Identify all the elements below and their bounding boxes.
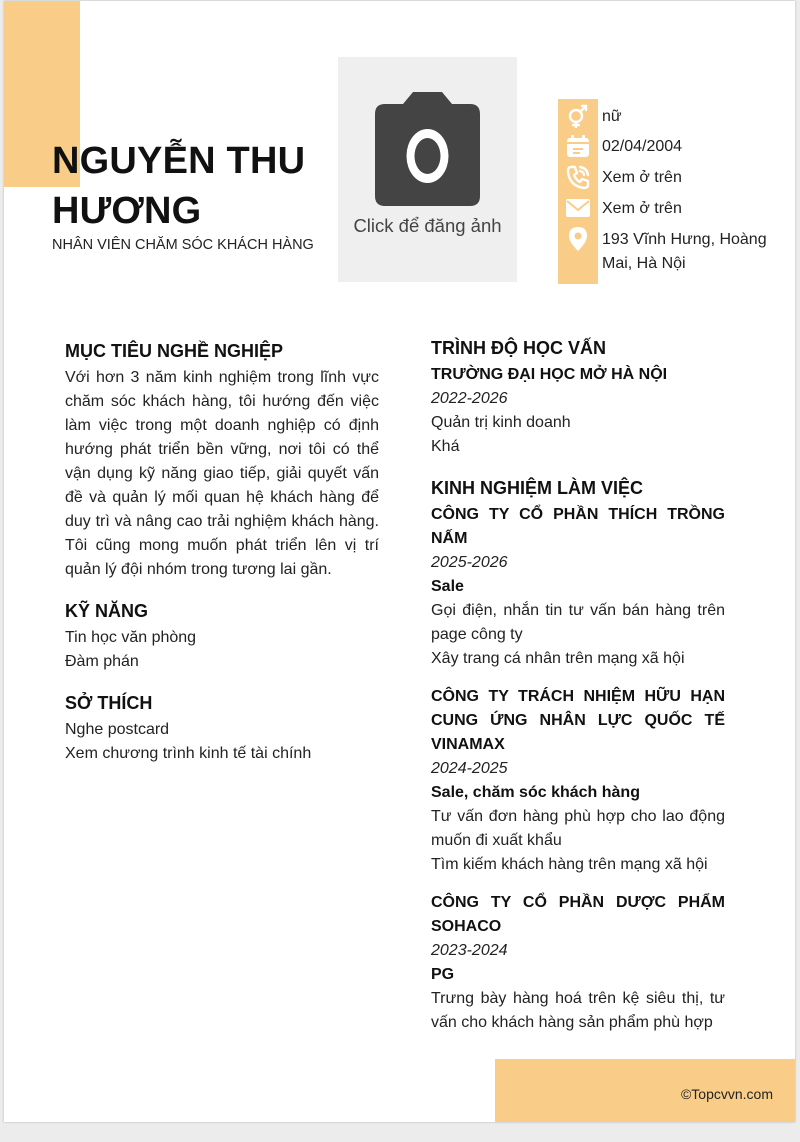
- experience-duty: Tìm kiếm khách hàng trên mạng xã hội: [431, 856, 708, 873]
- contact-gender: nữ: [602, 108, 622, 125]
- candidate-job-title: NHÂN VIÊN CHĂM SÓC KHÁCH HÀNG: [52, 237, 314, 253]
- camera-icon: [373, 90, 482, 208]
- photo-upload[interactable]: [338, 57, 517, 282]
- experience-company: CÔNG TY CỔ PHẦN THÍCH TRỒNG NẤM: [431, 506, 725, 547]
- contact-email: Xem ở trên: [602, 200, 682, 217]
- experience-period: 2023-2024: [431, 942, 508, 959]
- contact-birthday: 02/04/2004: [602, 138, 683, 155]
- hobbies-title: SỞ THÍCH: [65, 693, 153, 713]
- objective-text: Với hơn 3 năm kinh nghiệm trong lĩnh vực chăm sóc khách hàng, tôi hướng đến việc làm việc trong một doanh nghiệp có định hướng phát triển bền vững, nơi tôi có thể vận dụng kỹ năng giao tiếp, giải quyết vấn đề và quản lý mối quan hệ khách hàng để duy trì và nâng cao trải nghiệm khách hàng. Tôi cũng mong muốn phát triển lên vị trí quản lý đội nhóm trong tương lai gần.: [65, 369, 379, 578]
- cv-page: [4, 1, 795, 1122]
- contact-address: 193 Vĩnh Hưng, Hoàng Mai, Hà Nội: [602, 231, 767, 272]
- experience-duty: Xây trang cá nhân trên mạng xã hội: [431, 650, 685, 667]
- experience-duty: Tư vấn đơn hàng phù hợp cho lao động muốn đi xuất khẩu: [431, 808, 725, 849]
- right-column: [431, 335, 725, 1035]
- calendar-icon: [562, 132, 594, 160]
- experience-role: Sale: [431, 578, 464, 595]
- experience-period: 2024-2025: [431, 760, 508, 777]
- location-icon: [562, 225, 594, 253]
- experience-role: PG: [431, 966, 455, 983]
- experience-entry: [431, 685, 725, 877]
- experience-role: Sale, chăm sóc khách hàng: [431, 784, 640, 801]
- objective-title: MỤC TIÊU NGHỀ NGHIỆP: [65, 341, 284, 361]
- contact-phone: Xem ở trên: [602, 169, 682, 186]
- left-column: [65, 338, 379, 766]
- experience-entry: [431, 891, 725, 1035]
- copyright-text: ©Topcvvn.com: [680, 1086, 773, 1102]
- skill-item: Tin học văn phòng: [65, 629, 197, 646]
- experience-duty: Gọi điện, nhắn tin tư vấn bán hàng trên page công ty: [431, 602, 725, 643]
- education-title: TRÌNH ĐỘ HỌC VẤN: [431, 338, 606, 358]
- hobby-item: Nghe postcard: [65, 721, 170, 738]
- education-major: Quản trị kinh doanh: [431, 414, 571, 431]
- experience-duty: Trưng bày hàng hoá trên kệ siêu thị, tư vấn cho khách hàng sản phẩm phù hợp: [431, 990, 725, 1031]
- phone-icon: [562, 163, 594, 191]
- experience-company: CÔNG TY TRÁCH NHIỆM HỮU HẠN CUNG ỨNG NHÂN LỰC QUỐC TẾ VINAMAX: [431, 688, 725, 753]
- candidate-name: NGUYỄN THU HƯƠNG: [52, 140, 306, 232]
- photo-upload-label: Click để đăng ảnh: [353, 215, 502, 236]
- experience-company: CÔNG TY CỔ PHẦN DƯỢC PHẨM SOHACO: [431, 894, 725, 935]
- gender-icon: [562, 101, 594, 129]
- experience-entry: [431, 503, 725, 671]
- education-school: TRƯỜNG ĐẠI HỌC MỞ HÀ NỘI: [431, 366, 668, 383]
- email-icon: [562, 194, 594, 222]
- experience-title: KINH NGHIỆM LÀM VIỆC: [431, 478, 644, 498]
- education-period: 2022-2026: [431, 390, 508, 407]
- hobby-item: Xem chương trình kinh tế tài chính: [65, 745, 312, 762]
- education-grade: Khá: [431, 438, 460, 455]
- experience-period: 2025-2026: [431, 554, 508, 571]
- skill-item: Đàm phán: [65, 653, 139, 670]
- skills-title: KỸ NĂNG: [65, 601, 149, 621]
